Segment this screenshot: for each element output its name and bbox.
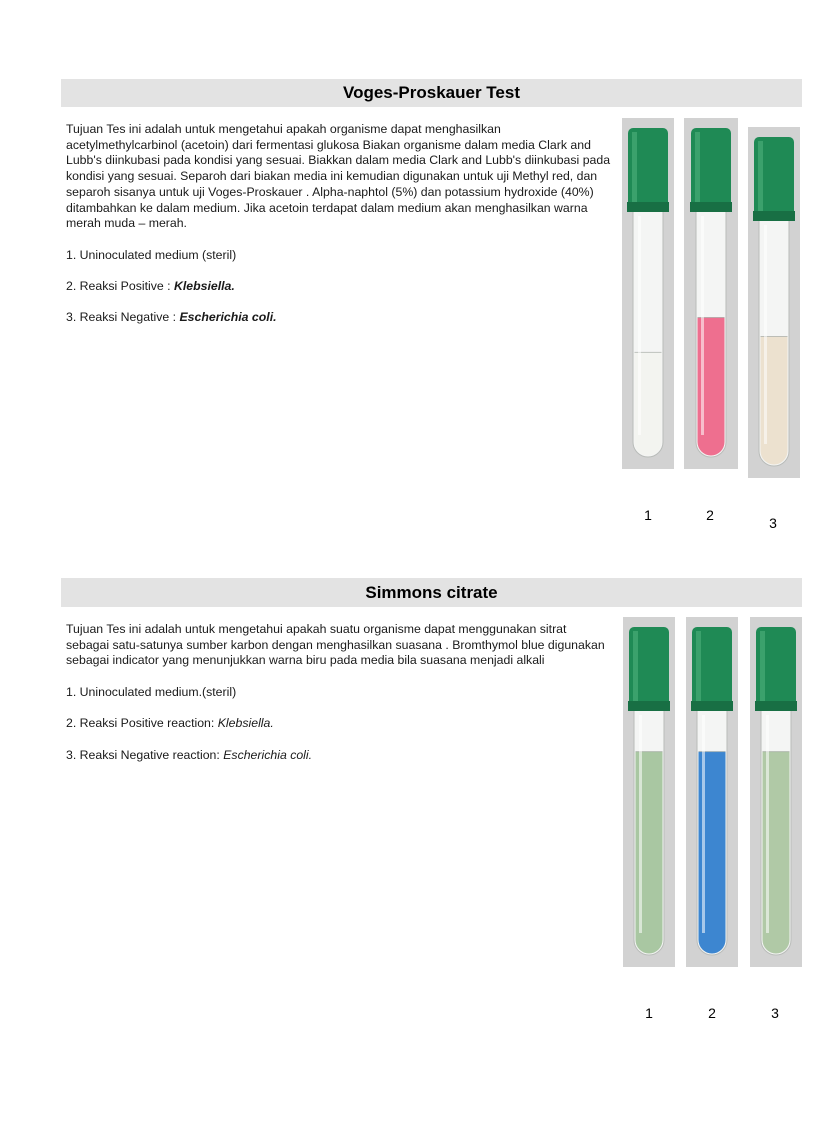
tube-cap-shine [760, 631, 765, 705]
sc-tube-photo-2 [686, 617, 738, 967]
tube-highlight [638, 216, 641, 435]
tube-cap-rim [755, 701, 797, 711]
sc-tube-label-1: 1 [645, 1005, 653, 1021]
vp-text-block [66, 122, 611, 342]
sc-tube-label-2: 2 [708, 1005, 716, 1021]
vp-item-2-organism: Klebsiella. [173, 279, 235, 293]
tube-highlight [701, 216, 704, 435]
vp-tube-photo-2 [684, 118, 738, 469]
sc-item-2-label: 2. Reaksi Positive reaction: [66, 716, 218, 731]
vp-item-3 [66, 310, 611, 326]
tube-highlight [702, 715, 705, 933]
vp-section-title: Voges-Proskauer Test [343, 83, 520, 102]
sc-tube-photo-1 [623, 617, 675, 967]
sc-item-3-label: 3. Reaksi Negative reaction: [66, 747, 224, 762]
sc-section-header [61, 578, 802, 607]
tube-cap-shine [633, 631, 638, 705]
tube-cap-rim [628, 701, 670, 711]
sc-item-3-organism: Escherichia coli. [223, 747, 313, 762]
vp-tube-photo-3 [748, 127, 800, 478]
sc-result-list [66, 685, 611, 763]
vp-section-header [61, 79, 802, 107]
tube-cap-rim [627, 202, 669, 212]
sc-text-block [66, 622, 611, 779]
vp-tube-label-2: 2 [706, 507, 714, 523]
vp-description: Tujuan Tes ini adalah untuk mengetahui apakah organisme dapat menghasilkan acetylmethylcarbinol (acetoin) dari fermentasi glukosa Biakan organisme dalam media Clark and Lubb's diinkubasi pada kondisi yang sesuai. Biakkan dalam media Clark and Lubb's diinkubasi pada kondisi yang sesuai. Separoh dari biakan media ini kemudian digunakan untuk uji Methyl red, dan separoh sisanya untuk uji Voges-Proskauer . Alpha-naphtol (5%) dan potassium hydroxide (40%) ditambahkan ke dalam medium. Jika acetoin terdapat dalam medium akan menghasilkan warna merah muda – merah. [66, 122, 611, 231]
vp-tube-label-1: 1 [644, 507, 652, 523]
vp-item-2-label: 2. Reaksi Positive : [66, 279, 174, 293]
sc-item-2-organism: Klebsiella. [217, 716, 274, 731]
tube-cap-rim [753, 211, 795, 221]
sc-item-1: 1. Uninoculated medium.(steril) [66, 684, 237, 699]
tube-cap-shine [632, 132, 637, 206]
tube-cap-rim [691, 701, 733, 711]
vp-item-2 [66, 279, 611, 295]
sc-tube-label-3: 3 [771, 1005, 779, 1021]
vp-tube-photo-1 [622, 118, 674, 469]
vp-tube-label-3: 3 [769, 515, 777, 531]
tube-highlight [766, 715, 769, 933]
sc-description: Tujuan Tes ini adalah untuk mengetahui apakah suatu organisme dapat menggunakan sitrat sebagai satu-satunya sumber karbon dengan menghasilkan suasana . Bromthymol blue digunakan sebagai indicator yang menunjukkan warna biru pada media bila suasana menjadi alkali [66, 622, 605, 668]
tube-highlight [764, 225, 767, 444]
vp-item-3-organism: Escherichia coli. [179, 310, 277, 325]
vp-item-1: 1. Uninoculated medium (steril) [66, 247, 237, 262]
tube-cap-shine [758, 141, 763, 215]
tube-cap-rim [690, 202, 732, 212]
sc-tube-photo-3 [750, 617, 802, 967]
tube-cap-shine [695, 132, 700, 206]
vp-item-3-label: 3. Reaksi Negative : [66, 310, 180, 325]
tube-cap-shine [696, 631, 701, 705]
sc-item-2 [66, 716, 611, 732]
vp-result-list [66, 248, 611, 326]
sc-item-3 [66, 748, 611, 764]
tube-highlight [639, 715, 642, 933]
sc-section-title: Simmons citrate [365, 582, 498, 602]
